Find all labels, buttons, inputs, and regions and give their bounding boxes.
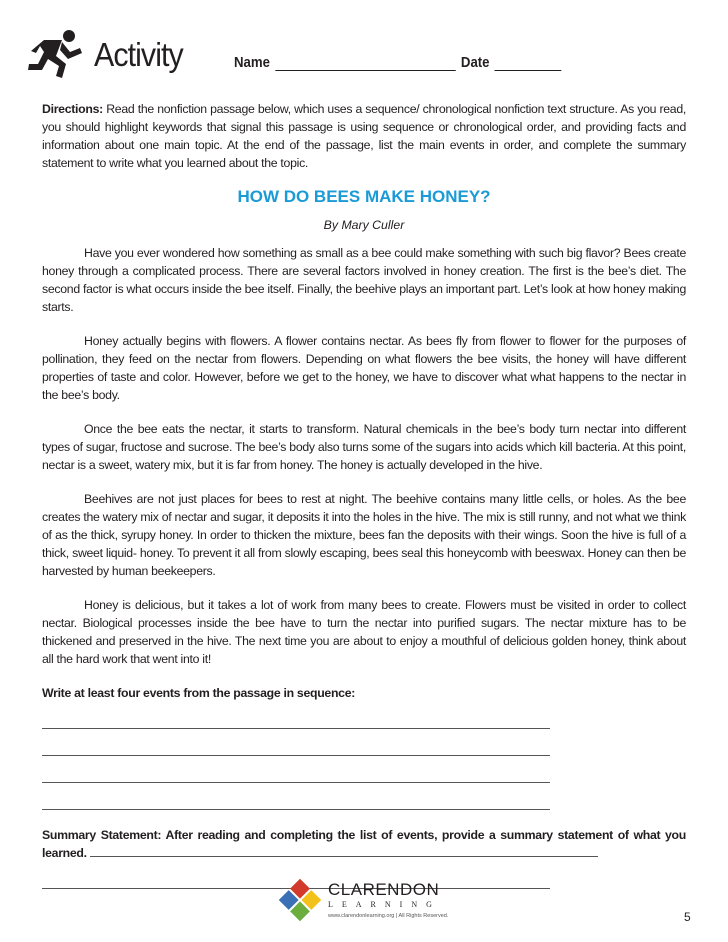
paragraph: Beehives are not just places for bees to rest at night. The beehive contains many little cells, or holes. As the bee creates the watery mix of nectar and sugar, it deposits it into the holes in the hive. The mix is still runny, and not what we think of as the thick, syrupy honey. In order to thicken the mixture, bees fan the deposits with their wings. Soon the hive is full of a thick, sweet liquid- honey. To prevent it all from slowly escaping, bees seal this honeycomb with beeswax. Honey can then be harvested by human beekeepers. bbox=[42, 492, 686, 578]
directions-label: Directions: bbox=[42, 102, 103, 116]
event-answer-line[interactable] bbox=[42, 809, 550, 810]
article-byline: By Mary Culler bbox=[323, 218, 405, 232]
name-date-fields bbox=[234, 54, 567, 71]
event-answer-line[interactable] bbox=[42, 755, 550, 756]
paragraph: Honey is delicious, but it takes a lot of work from many bees to create. Flowers must be visited in order to collect nectar. Biological processes inside the bee have to turn the nectar into purified sugars. The nectar mixture has to be thickened and preserved in the hive. The next time you are about to enjoy a mouthful of delicious golden honey, think about all the hard work that went into it! bbox=[42, 598, 686, 666]
activity-heading: Activity bbox=[94, 36, 183, 73]
brand-sub: LEARNING bbox=[328, 900, 441, 909]
worksheet-content bbox=[42, 100, 686, 889]
paragraph: Honey actually begins with flowers. A flower contains nectar. As bees fly from flower to flower for the purposes of pollination, they feed on the nectar from flowers. Depending on what flowers the bee visits, the honey will have different properties of taste and color. However, before we get to the honey, we have to discover what what happens to the nectar in the bee’s body. bbox=[42, 334, 686, 402]
date-input-line[interactable] bbox=[495, 57, 562, 71]
brand-tagline: www.clarendonlearning.org | All Rights Reserved. bbox=[328, 913, 449, 919]
summary-answer-line[interactable] bbox=[90, 845, 598, 857]
summary-prompt bbox=[42, 826, 686, 862]
article-body bbox=[42, 244, 686, 668]
worksheet-header bbox=[26, 26, 586, 82]
event-answer-line[interactable] bbox=[42, 782, 550, 783]
date-label: Date bbox=[460, 54, 490, 71]
name-input-line[interactable] bbox=[275, 57, 455, 71]
directions bbox=[42, 100, 686, 172]
puzzle-logo-icon bbox=[278, 878, 322, 922]
event-answer-line[interactable] bbox=[42, 728, 550, 729]
page-number: 5 bbox=[684, 910, 691, 924]
brand-name: CLARENDON bbox=[328, 880, 440, 899]
name-label: Name bbox=[234, 54, 270, 71]
paragraph: Have you ever wondered how something as small as a bee could make something with such big flavor? Bees create honey through a complicated process. There are several factors involved in honey creation. The first is the bee’s diet. The second factor is what occurs inside the bee itself. Finally, the beehive plays an important part. Let’s look at how honey making starts. bbox=[42, 246, 686, 314]
summary-text: After reading and completing the list of events, provide a summary statement of what you learned. bbox=[42, 828, 686, 860]
article-title: HOW DO BEES MAKE HONEY? bbox=[237, 187, 491, 206]
directions-text: Read the nonfiction passage below, which uses a sequence/ chronological nonfiction text structure. As you read, you should highlight keywords that signal this passage is using sequence or chronological order, and providing facts and information about one main topic. At the end of the passage, list the main events in order, and complete the summary statement to write what you learned about the topic. bbox=[42, 102, 686, 170]
clarendon-logo bbox=[276, 876, 476, 926]
summary-label: Summary Statement: bbox=[42, 828, 162, 842]
running-person-icon bbox=[26, 26, 86, 82]
events-prompt: Write at least four events from the passage in sequence: bbox=[42, 686, 356, 700]
paragraph: Once the bee eats the nectar, it starts to transform. Natural chemicals in the bee’s body turn nectar into different types of sugar, fructose and sucrose. The bee’s body also turns some of the sugars into acids which kill bacteria. At this point, nectar is a sweet, watery mix, but it is far from honey. The honey is actually developed in the hive. bbox=[42, 422, 686, 472]
